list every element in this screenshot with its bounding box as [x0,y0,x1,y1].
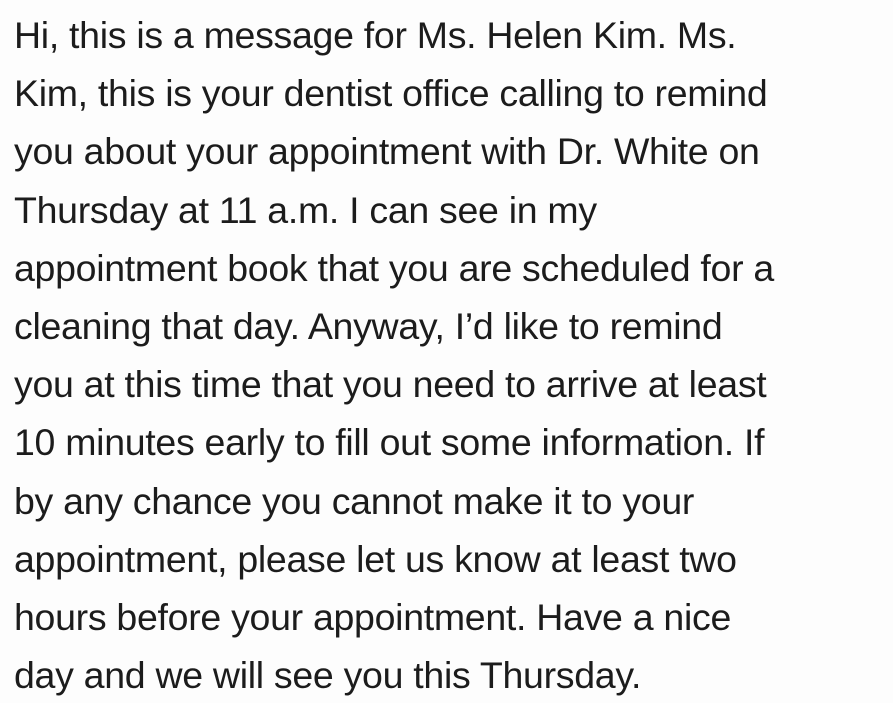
text-line: cleaning that day. Anyway, I’d like to remind [14,305,723,348]
text-line: 10 minutes early to fill out some information. If [14,421,765,464]
text-line: by any chance you cannot make it to your [14,479,695,522]
text-line: you about your appointment with Dr. White on [14,130,760,173]
text-line: Hi, this is a message for Ms. Helen Kim. Ms. [14,14,737,56]
text-line: hours before your appointment. Have a nice [14,596,732,639]
voicemail-transcript [14,6,884,704]
text-line: appointment book that you are scheduled for a [14,246,774,289]
text-line: day and we will see you this Thursday. [14,654,642,697]
text-line: Thursday at 11 a.m. I can see in my [14,188,597,231]
text-line: you at this time that you need to arrive at least [14,363,767,406]
text-line: Kim, this is your dentist office calling to remind [14,72,768,115]
text-line: appointment, please let us know at least two [14,537,737,580]
